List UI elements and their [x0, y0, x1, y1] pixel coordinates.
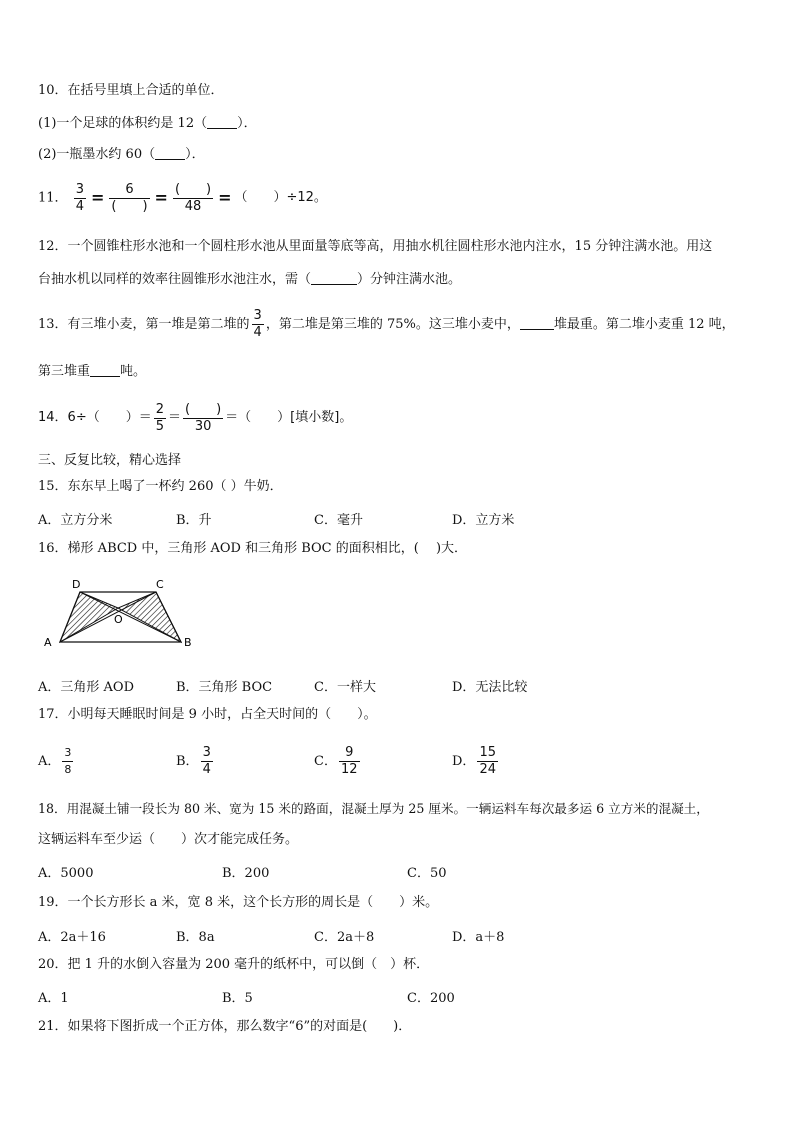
option-d[interactable]: D．无法比较 [452, 680, 528, 695]
q20-stem: 20．把 1 升的水倒入容量为 200 毫升的纸杯中，可以倒（ ）杯． [38, 957, 430, 972]
denominator: 4 [253, 325, 262, 340]
q13-text-line2: 第三堆重 [38, 364, 91, 379]
option-a[interactable] [38, 742, 75, 782]
denominator: 48 [184, 198, 202, 214]
q10-part2-end: ）． [185, 147, 205, 162]
answer-blank[interactable] [520, 315, 554, 330]
answer-blank[interactable] [311, 270, 357, 285]
numerator: 2 [155, 401, 164, 417]
numerator: 9 [345, 745, 354, 760]
denominator: 5 [155, 418, 164, 434]
numerator: 3 [253, 308, 262, 323]
trapezoid-figure [36, 572, 206, 652]
option-c[interactable]: C．50 [407, 866, 447, 881]
fraction [201, 745, 213, 778]
q12-end: ）分钟注满水池。 [357, 272, 462, 287]
label-a: A [44, 636, 52, 649]
option-label: C． [314, 754, 337, 769]
q10-part2-text: (2)一瓶墨水约 60（ [38, 147, 156, 162]
q10-part1-end: ）． [237, 116, 257, 131]
denominator: 4 [75, 198, 84, 214]
option-b[interactable]: B．8a [176, 930, 215, 945]
q13-text: 13．有三堆小麦，第一堆是第二堆的 [38, 317, 250, 332]
option-c[interactable]: C．2a＋8 [314, 930, 375, 945]
q19-stem: 19．一个长方形长 a 米，宽 8 米，这个长方形的周长是（ ）米。 [38, 895, 439, 910]
fraction [339, 745, 360, 778]
numerator: 3 [75, 181, 84, 197]
option-b[interactable] [176, 742, 215, 782]
q14: 14．6÷（ ）＝ $\frac{2}{5}$ ＝ $\frac{( )}{30}$ ＝（ ）[填小数]。 [38, 401, 353, 434]
denominator-blank[interactable]: ( ) [111, 198, 148, 214]
q10-part1 [38, 114, 257, 133]
answer-blank[interactable] [207, 114, 237, 129]
option-c[interactable]: C．毫升 [314, 513, 363, 528]
q12-text: 台抽水机以同样的效率往圆锥形水池注水，需（ [38, 272, 312, 287]
q13-text-mid2: 堆最重。第二堆小麦重 12 吨， [553, 317, 735, 332]
denominator: 12 [340, 762, 358, 777]
numerator: 3 [64, 746, 72, 759]
q10-part2 [38, 145, 205, 164]
q10-part1-text: (1)一个足球的体积约是 12（ [38, 116, 208, 131]
option-a[interactable]: A．三角形 AOD [38, 680, 134, 695]
section-heading: 三、反复比较，精心选择 [38, 453, 182, 468]
q12-line1: 12．一个圆锥柱形水池和一个圆柱形水池从里面量等底等高，用抽水机往圆柱形水池内注水，15 分钟注满水池。用这 [38, 239, 713, 254]
numerator: 6 [125, 181, 134, 197]
option-a[interactable]: A．1 [38, 991, 69, 1006]
fraction [109, 182, 149, 215]
q14-tail: ＝（ ）[填小数]。 [225, 410, 353, 425]
triangle-boc [118, 592, 181, 642]
fraction [154, 402, 166, 435]
q18-line2: 这辆运料车至少运（ ）次才能完成任务。 [38, 832, 299, 847]
option-b[interactable]: B．200 [222, 866, 270, 881]
option-a[interactable]: A．5000 [38, 866, 94, 881]
q16-stem: 16．梯形 ABCD 中，三角形 AOD 和三角形 BOC 的面积相比，( )大． [38, 541, 468, 556]
option-d[interactable]: D．立方米 [452, 513, 515, 528]
fraction [74, 182, 86, 215]
option-d[interactable]: D．a＋8 [452, 930, 505, 945]
fraction [252, 308, 264, 341]
numerator: 3 [202, 745, 211, 760]
numerator: 15 [479, 745, 496, 760]
q14-text: 14．6÷（ ）＝ [38, 410, 152, 425]
denominator: 24 [479, 762, 496, 777]
q18-line1: 18．用混凝土铺一段长为 80 米、宽为 15 米的路面，混凝土厚为 25 厘米。一辆运料车每次最多运 6 立方米的混凝土， [38, 801, 709, 816]
label-d: D [72, 578, 81, 591]
q13-text-mid: ，第二堆是第三堆的 75%。这三堆小麦中， [265, 317, 520, 332]
q21-stem: 21．如果将下图折成一个正方体，那么数字“6”的对面是( )． [38, 1019, 412, 1034]
label-c: C [156, 578, 164, 591]
option-label: D． [452, 754, 476, 769]
answer-blank[interactable] [90, 362, 120, 377]
denominator: 30 [194, 418, 212, 434]
q11: 11． $\frac{3}{4}$ = $\frac{6}{( )}$ = $\frac{( )}{48}$ = （ ）÷12。 [38, 181, 327, 214]
fraction [62, 745, 73, 778]
fraction [173, 182, 213, 215]
option-c[interactable]: C．200 [407, 991, 455, 1006]
q15-stem: 15．东东早上喝了一杯约 260（ ）牛奶． [38, 479, 283, 494]
option-b[interactable]: B．升 [176, 513, 212, 528]
option-c[interactable] [314, 742, 362, 782]
numerator-blank[interactable]: ( ) [185, 401, 222, 417]
numerator-blank[interactable]: ( ) [174, 181, 212, 197]
q13-line1 [38, 305, 735, 345]
fraction [477, 745, 498, 778]
label-o: O [114, 613, 123, 626]
option-b[interactable]: B．三角形 BOC [176, 680, 273, 695]
q12-line2 [38, 270, 461, 289]
option-a[interactable]: A．2a＋16 [38, 930, 106, 945]
option-label: A． [38, 754, 61, 769]
label-b: B [184, 636, 192, 649]
option-a[interactable]: A．立方分米 [38, 513, 113, 528]
denominator: 4 [202, 762, 211, 777]
answer-blank[interactable] [155, 145, 185, 160]
q17-stem: 17．小明每天睡眠时间是 9 小时，占全天时间的（ ）。 [38, 707, 377, 722]
q13-line2 [38, 362, 146, 381]
option-b[interactable]: B．5 [222, 991, 253, 1006]
option-c[interactable]: C．一样大 [314, 680, 376, 695]
q13-end: 吨。 [120, 364, 147, 379]
triangle-aod [60, 592, 118, 642]
fraction [183, 402, 223, 435]
option-label: B． [176, 754, 199, 769]
q11-tail: （ ）÷12。 [234, 190, 327, 205]
q10-stem: 10．在括号里填上合适的单位． [38, 83, 224, 98]
denominator: 8 [64, 763, 72, 776]
q11-number: 11． [38, 190, 68, 206]
option-d[interactable] [452, 742, 500, 782]
